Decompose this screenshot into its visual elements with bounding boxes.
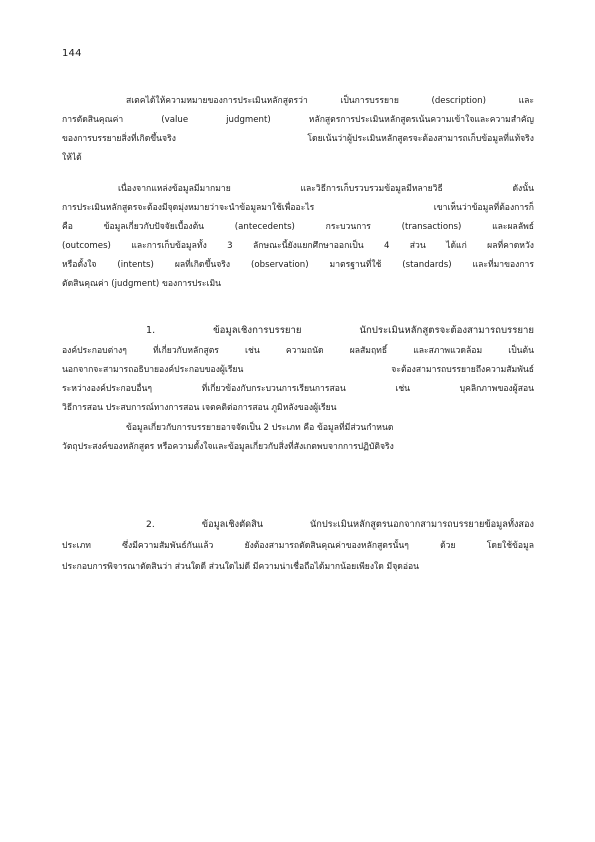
text-line: การประเมินหลักสูตรจะต้องมีจุดมุ่งหมายว่าจะนำข้อมูลมาใช้เพื่ออะไร เขาเห็นว่าข้อมูลที่ต้องการก็	[62, 203, 534, 213]
text-line: เนื่องจากแหล่งข้อมูลมีมากมาย และวิธีการเก็บรวบรวมข้อมูลมีหลายวิธี ดังนั้น	[118, 184, 534, 194]
text-line: วัตถุประสงค์ของหลักสูตร หรือความตั้งใจและข้อมูลเกี่ยวกับสิ่งที่สังเกตพบจากการปฏิบัติจริง	[62, 442, 394, 452]
text-line: คือ ข้อมูลเกี่ยวกับปัจจัยเบื้องต้น (antecedents) กระบวนการ (transactions) และผลลัพธ์	[62, 222, 534, 232]
text-line: ของการบรรยายสิ่งที่เกิดขึ้นจริง โดยเน้นว่าผู้ประเมินหลักสูตรจะต้องสามารถเก็บข้อมูลที่แท้จริง	[62, 134, 534, 144]
text-line: (outcomes) และการเก็บข้อมูลทั้ง 3 ลักษณะนี้ยังแยกศึกษาออกเป็น 4 ส่วน ได้แก่ ผลที่คาดหวัง	[62, 241, 534, 251]
text-line: สเตคได้ให้ความหมายของการประเมินหลักสูตรว่า เป็นการบรรยาย (description) และ	[126, 96, 534, 106]
text-line: ข้อมูลเกี่ยวกับการบรรยายอาจจัดเป็น 2 ประเภท คือ ข้อมูลที่มีส่วนกำหนด	[126, 423, 394, 433]
text-line: หรือตั้งใจ (intents) ผลที่เกิดขึ้นจริง (observation) มาตรฐานที่ใช้ (standards) และที่มาของการ	[62, 260, 534, 270]
text-line: ประเภท ซึ่งมีความสัมพันธ์กันแล้ว ยังต้องสามารถตัดสินคุณค่าของหลักสูตรนั้นๆ ด้วย โดยใช้ข้อมูล	[62, 541, 534, 551]
page-number: 144	[62, 48, 82, 59]
section-heading-line: 1. ข้อมูลเชิงการบรรยาย นักประเมินหลักสูตรจะต้องสามารถบรรยาย	[146, 325, 534, 336]
text-line: วิธีการสอน ประสบการณ์ทางการสอน เจตคติต่อการสอน ภูมิหลังของผู้เรียน	[62, 403, 337, 413]
text-line: ให้ได้	[62, 153, 82, 163]
text-line: การตัดสินคุณค่า (value judgment) หลักสูตรการประเมินหลักสูตรเน้นความเข้าใจและความสำคัญ	[62, 115, 534, 125]
text-line: ตัดสินคุณค่า (judgment) ของการประเมิน	[62, 279, 222, 289]
text-line: ระหว่างองค์ประกอบอื่นๆ ที่เกี่ยวข้องกับกระบวนการเรียนการสอน เช่น บุคลิกภาพของผู้สอน	[62, 384, 534, 394]
section-heading-line: 2. ข้อมูลเชิงตัดสิน นักประเมินหลักสูตรนอกจากสามารถบรรยายข้อมูลทั้งสอง	[146, 519, 534, 530]
text-line: ประกอบการพิจารณาตัดสินว่า ส่วนใดดี ส่วนใดไม่ดี มีความน่าเชื่อถือได้มากน้อยเพียงใด มีจุดอ่อน	[62, 562, 420, 572]
text-line: องค์ประกอบต่างๆ ที่เกี่ยวกับหลักสูตร เช่น ความถนัด ผลสัมฤทธิ์ และสภาพแวดล้อม เป็นต้น	[62, 346, 534, 356]
text-line: นอกจากจะสามารถอธิบายองค์ประกอบของผู้เรียน จะต้องสามารถบรรยายถึงความสัมพันธ์	[62, 365, 534, 375]
